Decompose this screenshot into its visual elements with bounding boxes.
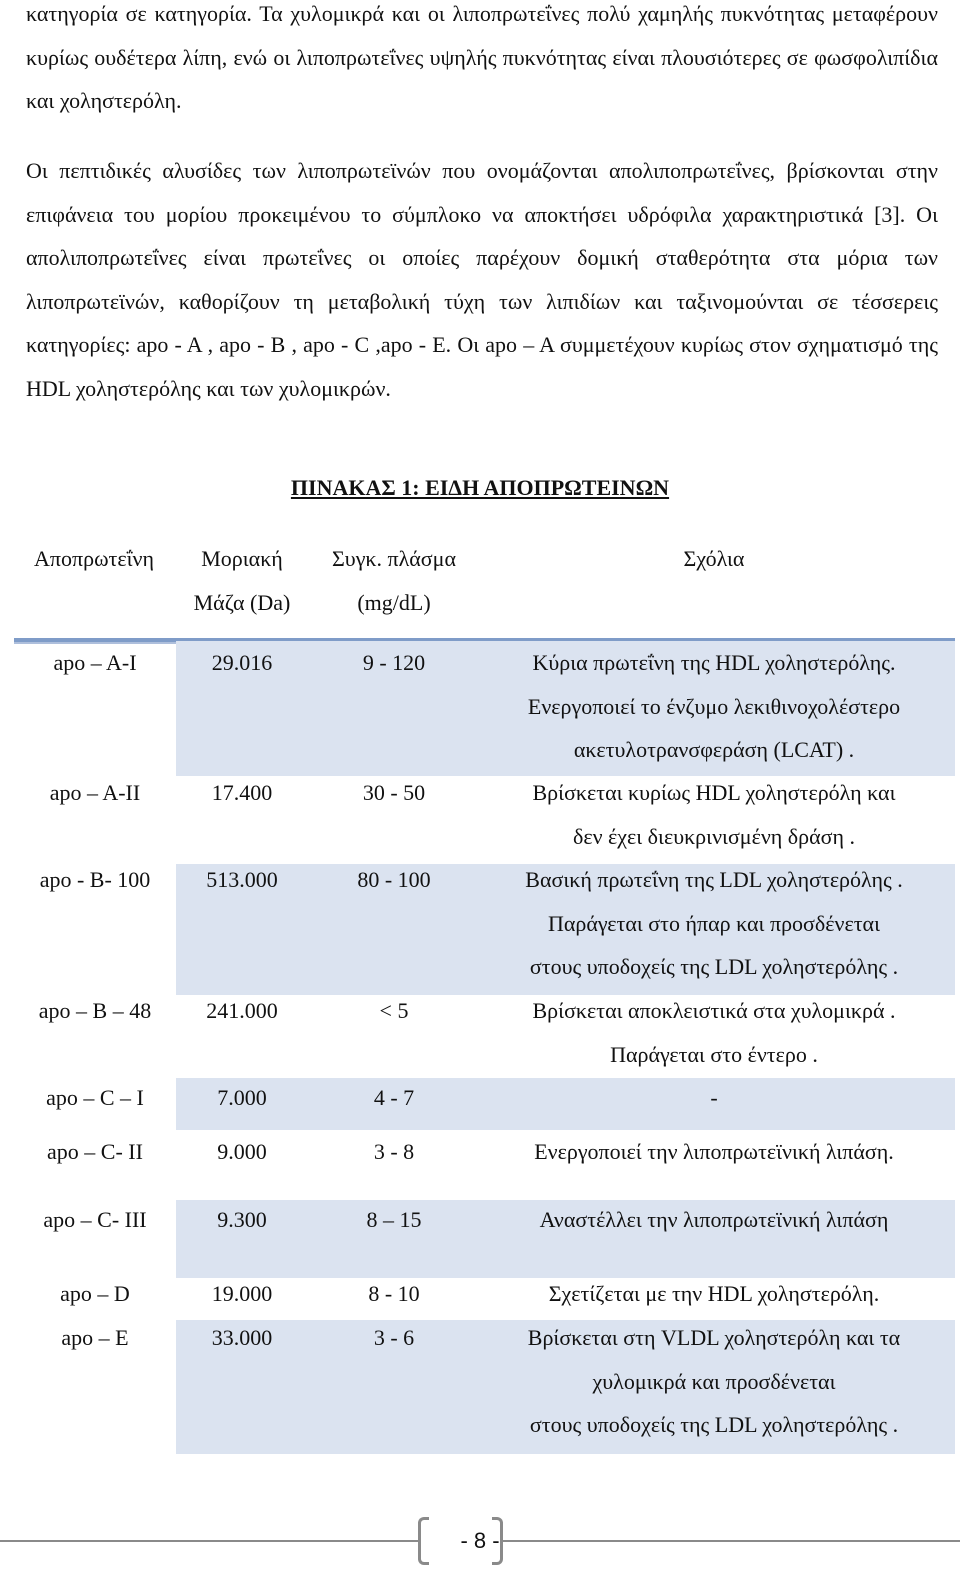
table-row bbox=[14, 989, 955, 1079]
cell-mass: 7.000 bbox=[217, 1085, 267, 1110]
page-number: - 8 - bbox=[460, 1528, 500, 1553]
cell-mass: 9.000 bbox=[217, 1139, 267, 1164]
cell-comment-line: δεν έχει διευκρινισμένη δράση . bbox=[572, 823, 856, 849]
cell-concentration: 80 - 100 bbox=[357, 867, 431, 892]
cell-apoprotein: apo – B – 48 bbox=[38, 998, 152, 1023]
cell-comment-line: Βρίσκεται κυρίως HDL χοληστερόλη και bbox=[532, 780, 896, 805]
cell-concentration: 3 - 8 bbox=[373, 1139, 415, 1164]
cell-apoprotein: apo – C- II bbox=[47, 1139, 143, 1164]
cell-comment-line: Κύρια πρωτεΐνη της HDL χοληστερόλης. bbox=[532, 650, 896, 675]
cell-mass: 29.016 bbox=[211, 650, 273, 675]
footer-rule-left bbox=[0, 1540, 418, 1542]
cell-comment-line: Ενεργοποιεί την λιποπρωτεϊνική λιπάση. bbox=[534, 1139, 894, 1164]
cell-apoprotein: apo – E bbox=[61, 1325, 129, 1350]
cell-mass: 513.000 bbox=[206, 867, 278, 892]
header-apoprotein: Αποπρωτεΐνη bbox=[33, 546, 154, 571]
page-footer bbox=[0, 1513, 960, 1569]
cell-concentration: 30 - 50 bbox=[362, 780, 426, 805]
cell-mass: 9.300 bbox=[217, 1207, 267, 1232]
cell-comment-line: Αναστέλλει την λιποπρωτεϊνική λιπάση bbox=[539, 1207, 889, 1232]
cell-comment-line: ακετυλοτρανσφεράση (LCAT) . bbox=[573, 737, 855, 762]
cell-comment-line: Βρίσκεται αποκλειστικά στα χυλομικρά . bbox=[532, 998, 896, 1023]
cell-comment-line: - bbox=[710, 1085, 718, 1110]
cell-apoprotein: apo - B- 100 bbox=[39, 867, 151, 892]
cell-mass: 17.400 bbox=[211, 780, 273, 805]
cell-apoprotein: apo – D bbox=[60, 1281, 130, 1306]
cell-concentration: 8 - 10 bbox=[368, 1281, 420, 1306]
cell-comment-line: Σχετίζεται με την HDL χοληστερόλη. bbox=[548, 1281, 880, 1306]
header-plasma-conc-line1: Συγκ. πλάσμα bbox=[332, 546, 456, 571]
cell-mass: 241.000 bbox=[206, 998, 278, 1023]
cell-concentration: 4 - 7 bbox=[373, 1085, 415, 1110]
cell-comment-line: χυλομικρά και προσδένεται bbox=[592, 1368, 836, 1394]
header-molecular-mass-line1: Μοριακή bbox=[201, 546, 283, 571]
cell-concentration: 8 – 15 bbox=[366, 1207, 422, 1232]
paragraph-intro: κατηγορία σε κατηγορία. Τα χυλομικρά και οι λιποπρωτεΐνες πολύ χαμηλής πυκνότητας μεταφέρουν κυρίως ουδέτερα λίπη, ενώ οι λιποπρωτεΐνες υψηλής πυκνότητας είναι πλουσιότερες σε φωσφολιπίδια και χοληστερόλη. bbox=[26, 1, 938, 113]
footer-rule-right bbox=[503, 1540, 960, 1542]
cell-apoprotein: apo – C- III bbox=[43, 1207, 147, 1232]
header-comments: Σχόλια bbox=[683, 546, 745, 571]
cell-concentration: < 5 bbox=[379, 998, 409, 1023]
cell-comment-line: Παράγεται στο έντερο . bbox=[610, 1041, 818, 1067]
table-row bbox=[14, 641, 955, 776]
table-title: ΠΙΝΑΚΑΣ 1: ΕΙΔΗ ΑΠΟΠΡΩΤΕΙΝΩΝ bbox=[290, 475, 670, 500]
cell-apoprotein: apo – A-II bbox=[49, 780, 141, 805]
table-row bbox=[14, 771, 955, 863]
header-plasma-conc-line2: (mg/dL) bbox=[357, 590, 431, 615]
table-row bbox=[14, 1198, 955, 1278]
cell-mass: 33.000 bbox=[211, 1325, 273, 1350]
cell-comment-line: Ενεργοποιεί το ένζυμο λεκιθινοχολέστερο bbox=[527, 693, 901, 719]
cell-comment-line: στους υποδοχείς της LDL χοληστερόλης . bbox=[529, 1412, 899, 1437]
cell-apoprotein: apo – A-I bbox=[53, 650, 137, 675]
cell-comment-line: στους υποδοχείς της LDL χοληστερόλης . bbox=[529, 954, 899, 979]
cell-comment-line: Παράγεται στο ήπαρ και προσδένεται bbox=[548, 910, 880, 936]
cell-concentration: 9 - 120 bbox=[362, 650, 426, 675]
table-row bbox=[14, 858, 955, 995]
cell-mass: 19.000 bbox=[211, 1281, 273, 1306]
left-bracket-ornament bbox=[418, 1517, 429, 1565]
paragraph-apolipoproteins: Οι πεπτιδικές αλυσίδες των λιποπρωτεϊνών που ονομάζονται απολιποπρωτεΐνες, βρίσκονται στην επιφάνεια του μορίου προκειμένου το σύμπλοκο να αποκτήσει υδρόφιλα χαρακτηριστικά [3]. Οι απολιποπρωτεΐνες είναι πρωτεΐνες οι οποίες παρέχουν δομική σταθερότητα στα μόρια των λιποπρωτεϊνών, καθορίζουν τη μεταβολική τύχη των λιπιδίων και ταξινομούνται σε τέσσερεις κατηγορίες: apo - A , apo - B , apo - C ,apo - E. Οι apo – A συμμετέχουν κυρίως στον σχηματισμό της HDL χοληστερόλης και των χυλομικρών. bbox=[26, 158, 938, 401]
cell-comment-line: Βασική πρωτεΐνη της LDL χοληστερόλης . bbox=[525, 867, 903, 892]
table-row bbox=[14, 1272, 955, 1320]
cell-comment-line: Βρίσκεται στη VLDL χοληστερόλη και τα bbox=[527, 1325, 901, 1350]
header-molecular-mass-line2: Μάζα (Da) bbox=[193, 590, 291, 615]
table-row bbox=[14, 1316, 955, 1454]
cell-concentration: 3 - 6 bbox=[373, 1325, 415, 1350]
cell-apoprotein: apo – C – I bbox=[46, 1085, 144, 1110]
table-row bbox=[14, 1130, 955, 1196]
table-row bbox=[14, 1076, 955, 1130]
